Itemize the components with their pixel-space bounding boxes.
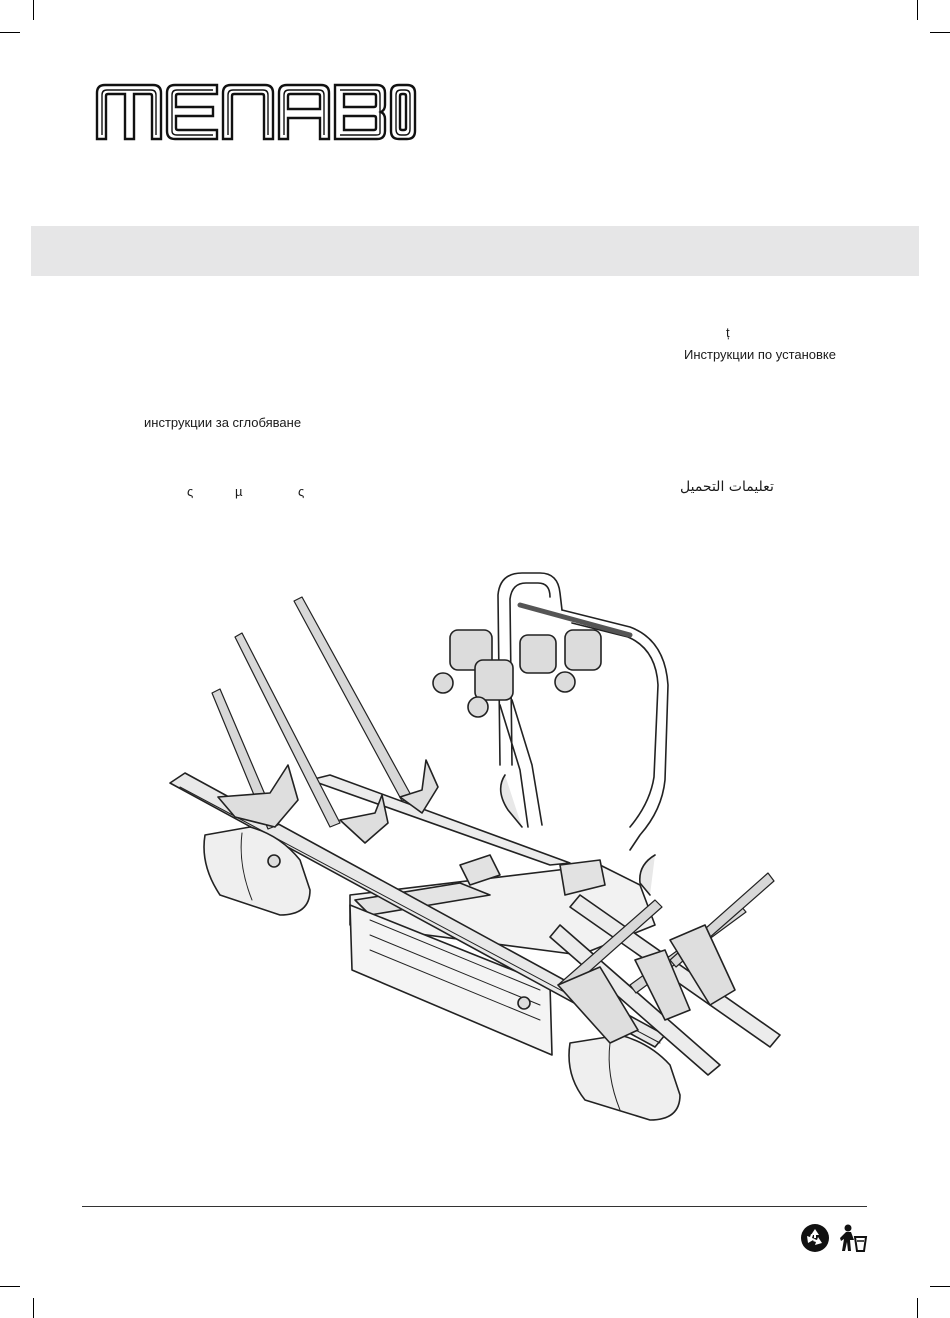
crop-mark-top-left-v: [33, 0, 34, 20]
menabo-logo: [95, 83, 417, 141]
instruction-ro-fragment: ț: [726, 325, 730, 340]
instruction-el-char-2: µ: [235, 484, 243, 499]
tidyman-icon: [838, 1223, 868, 1253]
crop-mark-bottom-left-v: [33, 1298, 34, 1318]
instruction-ar: تعليمات التحميل: [680, 479, 774, 495]
instruction-el-char-3: ς: [298, 484, 305, 499]
recycle-icon: [800, 1223, 830, 1253]
crop-mark-bottom-right-h: [930, 1286, 950, 1287]
title-band: [31, 226, 919, 276]
crop-mark-bottom-left-h: [0, 1286, 20, 1287]
crop-mark-top-left-h: [0, 32, 20, 33]
instruction-bg: инструкции за сглобяване: [144, 415, 302, 430]
footer-rule: [82, 1206, 867, 1207]
instruction-ru: Инструкции по установке: [684, 347, 836, 362]
crop-mark-bottom-right-v: [917, 1298, 918, 1318]
bike-carrier-illustration: [160, 565, 790, 1130]
instruction-el-char-1: ς: [187, 484, 194, 499]
crop-mark-top-right-v: [917, 0, 918, 20]
crop-mark-top-right-h: [930, 32, 950, 33]
